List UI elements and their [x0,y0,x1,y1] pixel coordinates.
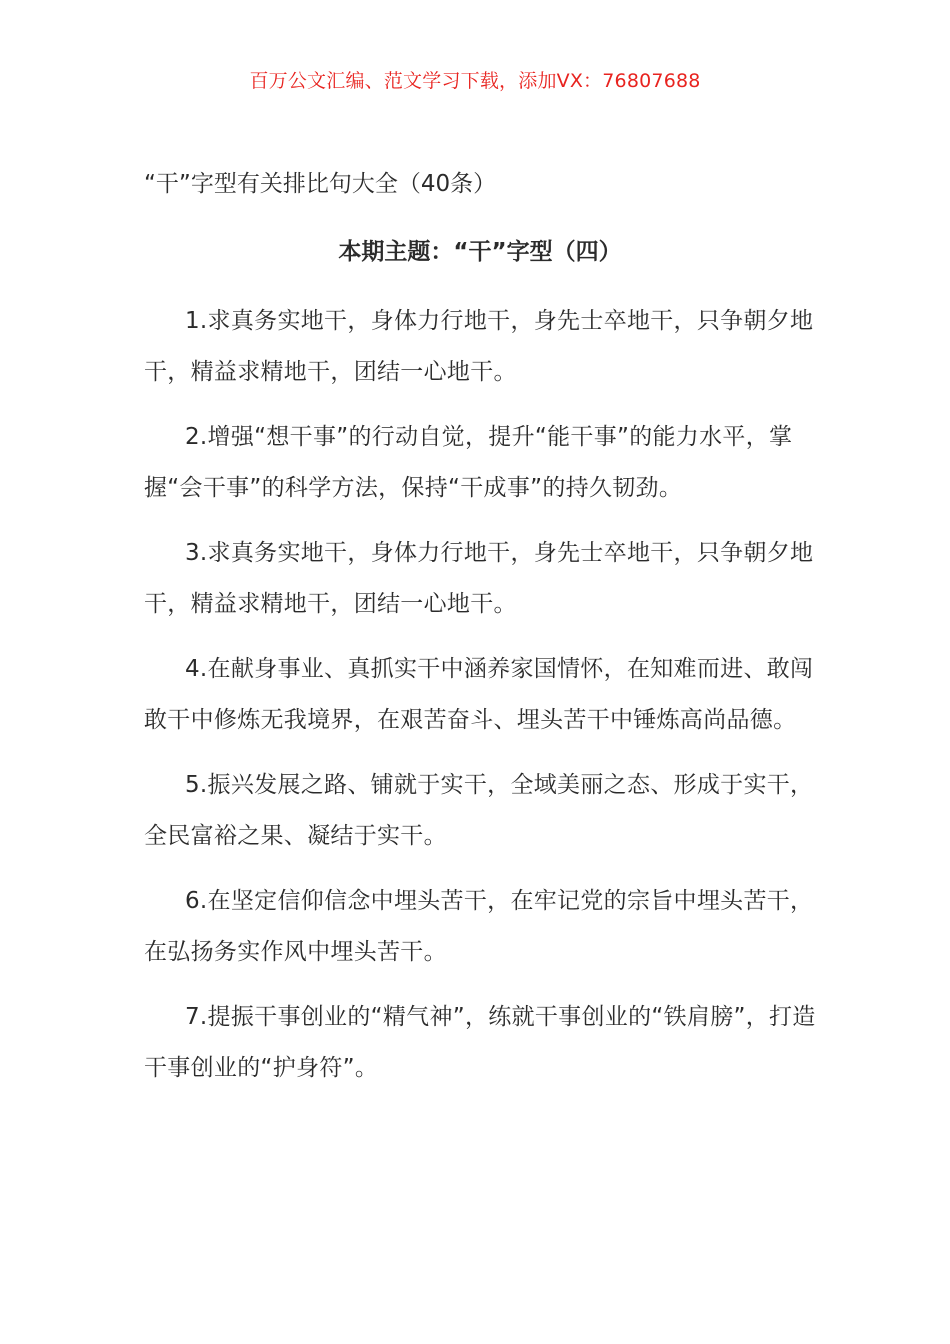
list-item: 3.求真务实地干，身体力行地干，身先士卒地干，只争朝夕地干，精益求精地干，团结一心地干。 [144,540,814,617]
item-list [144,296,816,1093]
list-item: 5.振兴发展之路、铺就于实干，全域美丽之态、形成于实干，全民富裕之果、凝结于实干。 [144,772,814,849]
list-item: 7.提振干事创业的“精气神”，练就干事创业的“铁肩膀”，打造干事创业的“护身符”。 [144,1004,816,1081]
document-title: “干”字型有关排比句大全（40条） [144,171,497,197]
document-body [144,166,816,1108]
list-item: 2.增强“想干事”的行动自觉，提升“能干事”的能力水平，掌握“会干事”的科学方法，保持“干成事”的持久韧劲。 [144,424,793,501]
list-item: 1.求真务实地干，身体力行地干，身先士卒地干，只争朝夕地干，精益求精地干，团结一心地干。 [144,308,814,385]
document-subtitle: 本期主题：“干”字型（四） [338,239,622,265]
list-item: 4.在献身事业、真抓实干中涵养家国情怀，在知难而进、敢闯敢干中修炼无我境界，在艰苦奋斗、埋头苦干中锤炼高尚品德。 [144,656,814,733]
header-banner: 百万公文汇编、范文学习下载，添加VX：76807688 [249,70,701,92]
list-item: 6.在坚定信仰信念中埋头苦干，在牢记党的宗旨中埋头苦干，在弘扬务实作风中埋头苦干。 [144,888,814,965]
